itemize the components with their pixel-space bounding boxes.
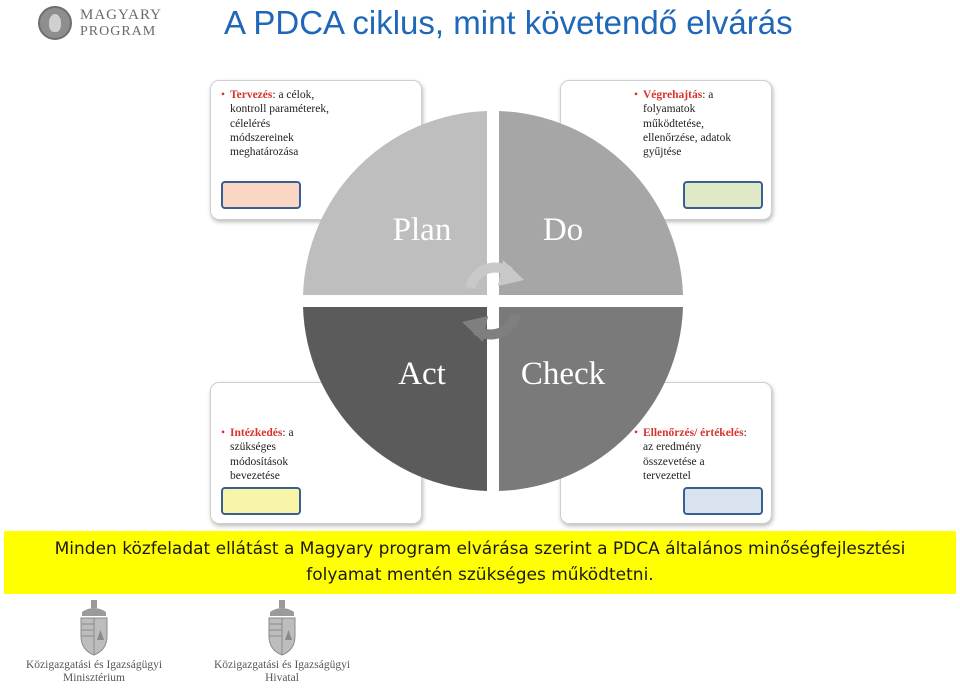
- office-logo-line2: Hivatal: [265, 672, 299, 684]
- do-description-text: • Végrehajtás: a folyamatok működtetése, ellenőrzése, adatok gyűjtése: [634, 89, 732, 159]
- act-label: Act: [398, 356, 446, 392]
- plan-description-text: • Tervezés: a célok, kontroll paraméterek, célelérés módszereinek meghatározása: [221, 89, 329, 159]
- bullet-icon: •: [221, 427, 226, 439]
- bullet-icon: •: [221, 89, 226, 101]
- bullet-icon: •: [634, 89, 639, 101]
- coat-of-arms-icon: [78, 600, 110, 656]
- do-quadrant: [499, 111, 683, 295]
- do-lead: Végrehajtás: [643, 89, 703, 101]
- act-color-swatch: [221, 487, 301, 515]
- plan-color-swatch: [221, 181, 301, 209]
- slide-title: A PDCA ciklus, mint követendő elvárás: [224, 4, 793, 41]
- banner-line2: folyamat mentén szükséges működtetni.: [306, 565, 654, 585]
- act-lead: Intézkedés: [230, 427, 283, 439]
- ministry-logo-line1: Közigazgatási és Igazságügyi: [25, 659, 163, 671]
- banner-line1: Minden közfeladat ellátást a Magyary program elvárása szerint a PDCA általános minőségfejlesztési: [54, 539, 906, 559]
- check-lead: Ellenőrzés/ értékelés: [643, 427, 744, 439]
- check-color-swatch: [683, 487, 763, 515]
- office-logo-line1: Közigazgatási és Igazságügyi: [213, 659, 351, 671]
- ministry-logo: [4, 600, 184, 684]
- pdca-cycle-diagram: [298, 104, 688, 498]
- logo-text-line2: PROGRAM: [80, 24, 157, 39]
- do-label: Do: [542, 212, 584, 248]
- act-quadrant: [303, 307, 487, 491]
- bullet-icon: •: [634, 427, 639, 439]
- plan-lead: Tervezés: [230, 89, 273, 101]
- check-quadrant: [499, 307, 683, 491]
- logo-text-line1: MAGYARY: [80, 7, 163, 23]
- coat-of-arms-icon: [266, 600, 298, 656]
- office-logo: [192, 600, 372, 684]
- portrait-seal-icon: [38, 6, 72, 40]
- check-description-text: • Ellenőrzés/ értékelés: az eredmény összevetése a tervezettel: [634, 427, 747, 482]
- magyary-program-logo: [38, 6, 178, 42]
- ministry-logo-line2: Minisztérium: [63, 672, 125, 684]
- plan-label: Plan: [392, 212, 452, 248]
- summary-banner: [4, 531, 956, 594]
- plan-quadrant: [303, 111, 487, 295]
- act-description-text: • Intézkedés: a szükséges módosítások bevezetése: [221, 427, 294, 482]
- do-color-swatch: [683, 181, 763, 209]
- check-label: Check: [520, 356, 606, 392]
